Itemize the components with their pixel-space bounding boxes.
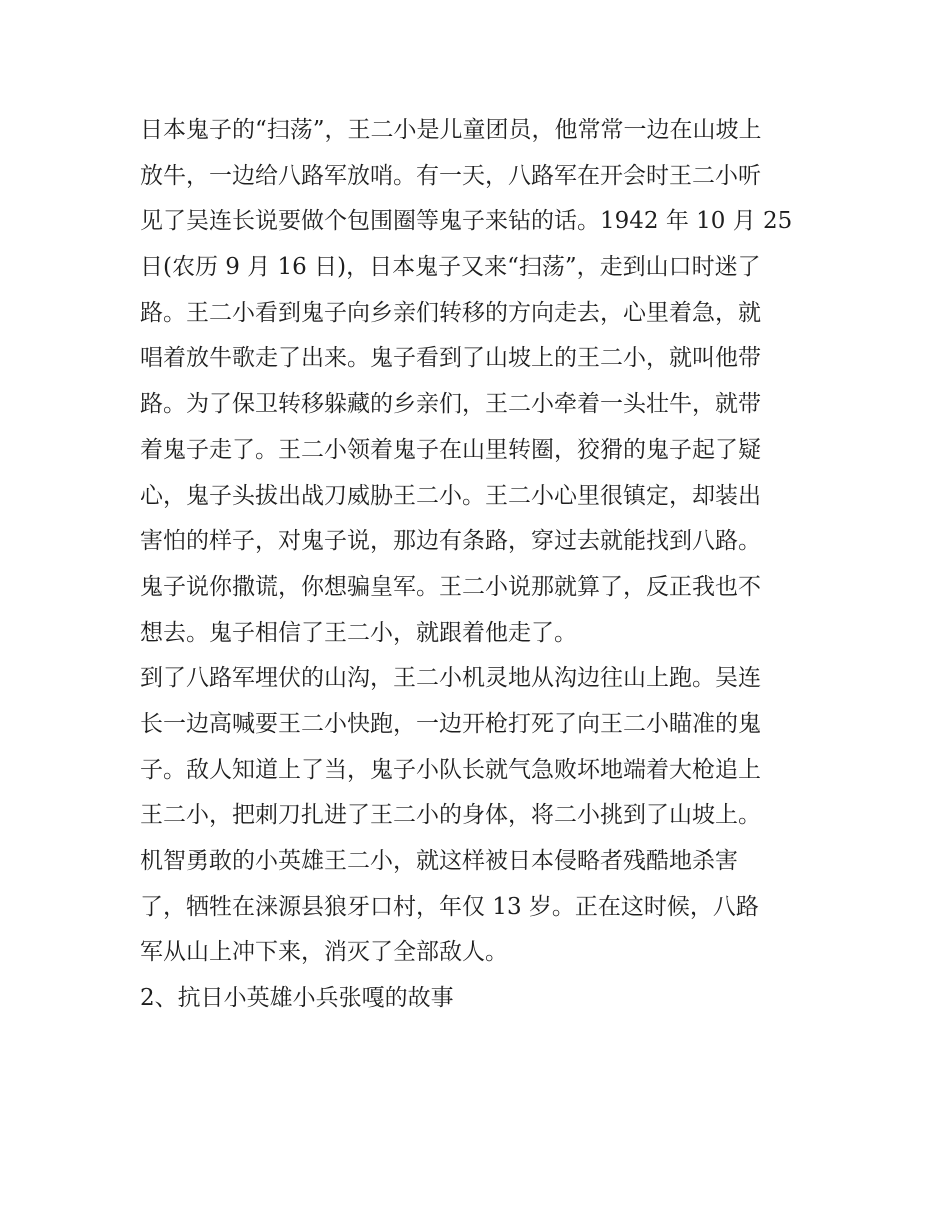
text-line: 心，鬼子头拔出战刀威胁王二小。王二小心里很镇定，却装出 xyxy=(140,482,761,509)
text-line: 见了吴连长说要做个包围圈等鬼子来钻的话。1942 年 10 月 25 xyxy=(140,208,793,235)
text-line: 日(农历 9 月 16 日)，日本鬼子又来“扫荡”，走到山口时迷了 xyxy=(140,254,761,281)
text-line: 鬼子说你撒谎，你想骗皇军。王二小说那就算了，反正我也不 xyxy=(140,573,761,600)
text-line: 着鬼子走了。王二小领着鬼子在山里转圈，狡猾的鬼子起了疑 xyxy=(140,436,761,463)
text-line: 军从山上冲下来，消灭了全部敌人。 xyxy=(140,939,508,966)
text-line: 害怕的样子，对鬼子说，那边有条路，穿过去就能找到八路。 xyxy=(140,528,761,555)
story-text xyxy=(140,108,830,1022)
text-line: 日本鬼子的“扫荡”，王二小是儿童团员，他常常一边在山坡上 xyxy=(140,117,762,143)
text-line: 放牛，一边给八路军放哨。有一天，八路军在开会时王二小听 xyxy=(140,162,761,189)
text-line: 机智勇敢的小英雄王二小，就这样被日本侵略者残酷地杀害 xyxy=(140,848,738,874)
text-line: 王二小，把刺刀扎进了王二小的身体，将二小挑到了山坡上。 xyxy=(140,802,761,829)
text-line: 路。王二小看到鬼子向乡亲们转移的方向走去，心里着急，就 xyxy=(140,299,761,326)
section-heading: 2、抗日小英雄小兵张嘎的故事 xyxy=(140,985,454,1012)
text-line: 了，牺牲在涞源县狼牙口村，年仅 13 岁。正在这时候，八路 xyxy=(140,893,759,920)
text-line: 唱着放牛歌走了出来。鬼子看到了山坡上的王二小，就叫他带 xyxy=(140,345,761,372)
text-line: 到了八路军埋伏的山沟，王二小机灵地从沟边往山上跑。吴连 xyxy=(140,665,761,692)
text-line: 路。为了保卫转移躲藏的乡亲们，王二小牵着一头壮牛，就带 xyxy=(140,391,761,418)
text-line: 长一边高喊要王二小快跑，一边开枪打死了向王二小瞄准的鬼 xyxy=(140,710,761,737)
text-line: 子。敌人知道上了当，鬼子小队长就气急败坏地端着大枪追上 xyxy=(140,756,761,783)
text-line: 想去。鬼子相信了王二小，就跟着他走了。 xyxy=(140,619,577,646)
